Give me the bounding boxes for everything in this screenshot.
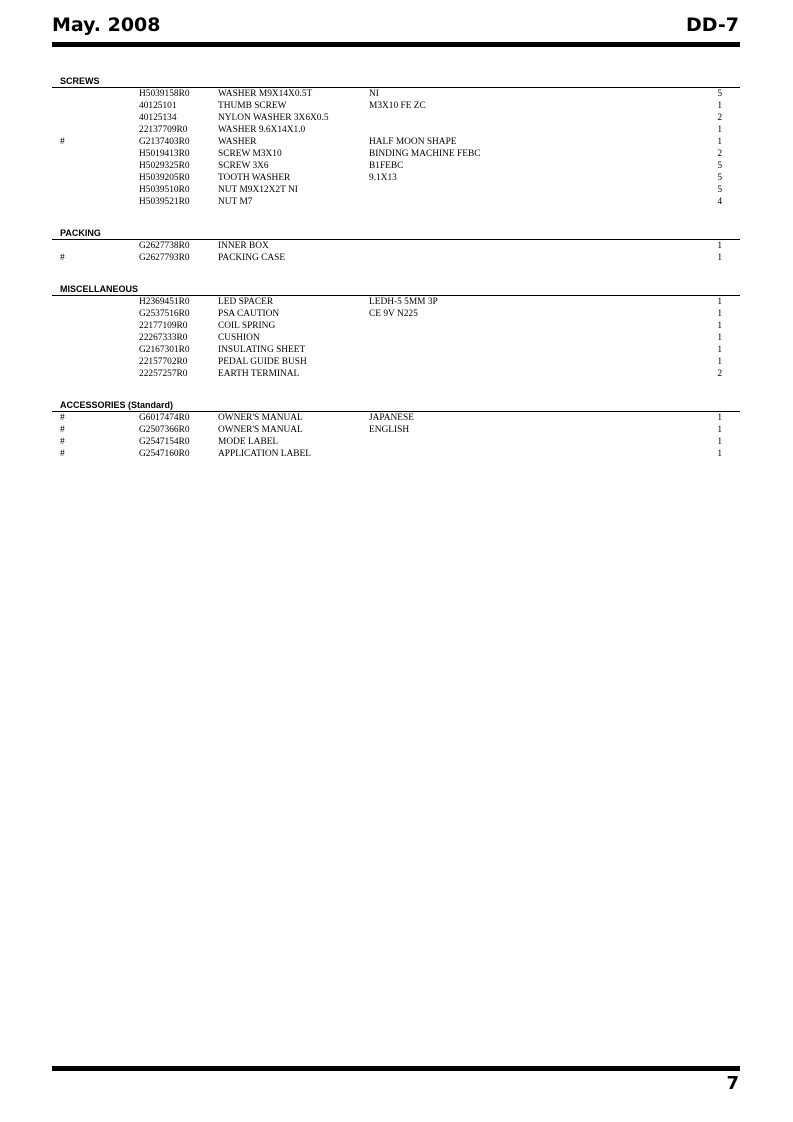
table-row (52, 136, 740, 148)
part-description: COIL SPRING (218, 321, 276, 331)
part-note: JAPANESE (369, 413, 414, 423)
part-description: LED SPACER (218, 297, 274, 307)
part-number: G2537516R0 (139, 309, 190, 319)
part-description: MODE LABEL (218, 437, 279, 447)
part-description: CUSHION (218, 333, 260, 343)
table-row (52, 124, 740, 136)
quantity: 5 (717, 173, 722, 183)
table-row (52, 448, 740, 460)
part-number: 22177109R0 (139, 321, 188, 331)
table-row (52, 100, 740, 112)
header-date: May. 2008 (52, 14, 161, 36)
part-note: HALF MOON SHAPE (369, 137, 457, 147)
section-screws (52, 76, 740, 208)
part-number: G2507366R0 (139, 425, 190, 435)
part-number: H5039510R0 (139, 185, 190, 195)
table-row (52, 240, 740, 252)
table-row (52, 368, 740, 380)
quantity: 1 (717, 413, 722, 423)
part-number: 40125134 (139, 113, 177, 123)
part-number: H5019413R0 (139, 149, 190, 159)
table-row (52, 160, 740, 172)
change-mark: # (60, 137, 65, 147)
part-number: H5029325R0 (139, 161, 190, 171)
part-number: G2137403R0 (139, 137, 190, 147)
table-row (52, 344, 740, 356)
table-row (52, 252, 740, 264)
quantity: 1 (717, 253, 722, 263)
part-description: NUT M9X12X2T NI (218, 185, 298, 195)
part-description: SCREW M3X10 (218, 149, 282, 159)
part-number: H5039158R0 (139, 89, 190, 99)
change-mark: # (60, 425, 65, 435)
table-row (52, 412, 740, 424)
part-note: 9.1X13 (369, 173, 397, 183)
section-accessories (52, 400, 740, 460)
quantity: 1 (717, 425, 722, 435)
change-mark: # (60, 437, 65, 447)
table-row (52, 424, 740, 436)
quantity: 1 (717, 333, 722, 343)
part-description: THUMB SCREW (218, 101, 287, 111)
part-number: H5039205R0 (139, 173, 190, 183)
quantity: 1 (717, 309, 722, 319)
part-description: WASHER (218, 137, 257, 147)
quantity: 5 (717, 161, 722, 171)
quantity: 5 (717, 89, 722, 99)
part-note: BINDING MACHINE FEBC (369, 149, 481, 159)
quantity: 2 (717, 113, 722, 123)
section-title: MISCELLANEOUS (52, 284, 740, 296)
quantity: 4 (717, 197, 722, 207)
part-description: OWNER'S MANUAL (218, 413, 303, 423)
section-title: SCREWS (52, 76, 740, 88)
table-row (52, 112, 740, 124)
part-note: M3X10 FE ZC (369, 101, 426, 111)
footer-rule (52, 1066, 740, 1071)
quantity: 1 (717, 449, 722, 459)
quantity: 1 (717, 241, 722, 251)
part-number: H5039521R0 (139, 197, 190, 207)
table-row (52, 320, 740, 332)
header-rule (52, 42, 740, 47)
part-description: OWNER'S MANUAL (218, 425, 303, 435)
part-description: NUT M7 (218, 197, 253, 207)
part-number: 22157702R0 (139, 357, 188, 367)
part-description: SCREW 3X6 (218, 161, 269, 171)
quantity: 2 (717, 149, 722, 159)
change-mark: # (60, 413, 65, 423)
quantity: 1 (717, 125, 722, 135)
table-row (52, 296, 740, 308)
quantity: 1 (717, 101, 722, 111)
part-number: 22257257R0 (139, 369, 188, 379)
quantity: 1 (717, 297, 722, 307)
part-description: APPLICATION LABEL (218, 449, 311, 459)
table-row (52, 172, 740, 184)
part-note: ENGLISH (369, 425, 410, 435)
part-description: PACKING CASE (218, 253, 286, 263)
part-number: 22137709R0 (139, 125, 188, 135)
part-description: INNER BOX (218, 241, 269, 251)
quantity: 5 (717, 185, 722, 195)
quantity: 1 (717, 137, 722, 147)
table-row (52, 356, 740, 368)
table-row (52, 88, 740, 100)
part-number: G2627738R0 (139, 241, 190, 251)
header-model: DD-7 (685, 14, 739, 36)
quantity: 1 (717, 357, 722, 367)
part-description: TOOTH WASHER (218, 173, 291, 183)
part-note: NI (369, 89, 379, 99)
part-description: WASHER 9.6X14X1.0 (218, 125, 306, 135)
part-description: WASHER M9X14X0.5T (218, 89, 313, 99)
change-mark: # (60, 253, 65, 263)
part-number: G2547160R0 (139, 449, 190, 459)
part-number: G2167301R0 (139, 345, 190, 355)
quantity: 1 (717, 437, 722, 447)
quantity: 1 (717, 345, 722, 355)
part-number: H2369451R0 (139, 297, 190, 307)
table-row (52, 148, 740, 160)
quantity: 2 (717, 369, 722, 379)
table-row (52, 436, 740, 448)
section-title: PACKING (52, 228, 740, 240)
part-number: G2627793R0 (139, 253, 190, 263)
part-number: 40125101 (139, 101, 177, 111)
part-description: PSA CAUTION (218, 309, 280, 319)
table-row (52, 308, 740, 320)
part-number: 22267333R0 (139, 333, 188, 343)
table-row (52, 332, 740, 344)
quantity: 1 (717, 321, 722, 331)
part-note: LEDH-5 5MM 3P (369, 297, 438, 307)
table-row (52, 184, 740, 196)
section-packing (52, 228, 740, 264)
part-description: INSULATING SHEET (218, 345, 306, 355)
part-note: B1FEBC (369, 161, 404, 171)
part-description: PEDAL GUIDE BUSH (218, 357, 307, 367)
part-number: G2547154R0 (139, 437, 190, 447)
section-miscellaneous (52, 284, 740, 380)
change-mark: # (60, 449, 65, 459)
part-description: EARTH TERMINAL (218, 369, 300, 379)
section-title: ACCESSORIES (Standard) (52, 400, 740, 412)
part-note: CE 9V N225 (369, 309, 418, 319)
table-row (52, 196, 740, 208)
part-number: G6017474R0 (139, 413, 190, 423)
page-number: 7 (726, 1073, 739, 1094)
part-description: NYLON WASHER 3X6X0.5 (218, 113, 329, 123)
